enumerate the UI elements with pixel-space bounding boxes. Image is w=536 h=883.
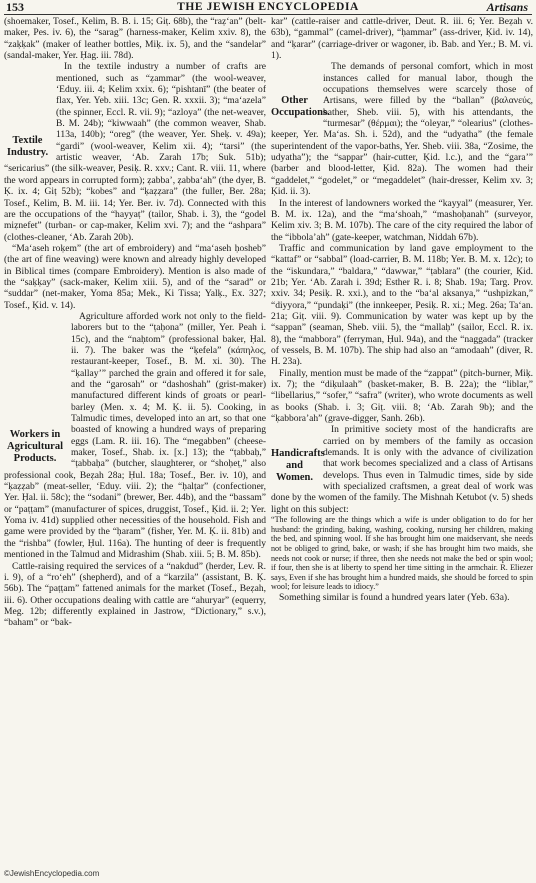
paragraph: The demands of personal comfort, which in most instances called for manual labor, though the occupations themselves were scarcely those of Artisans, were filled by the “ballan” (βαλανεύς, bather, Sheb. viii. 5), with his attendants, the “turmesar” (θέρμαι); the “oleyar,” “olearius” (clothes-keeper, Yer. Ma‘as. Sh. i. 52d), and the “udyatha” (the female superintendent of the vapor-baths, Yer. Sheb. viii. 38a, “Zosime, the udyatha”); the “sappar” (hair-cutter, Ḳid. l.c.), and the “gara’” (barber and blood-letter, Ḳid. 82a). The women had their “gaddelet,” “godelet,” or “megaddelet” (hair-dresser, Kelim xv. 3; Ḳid. ii. 3). [271,61,533,198]
copyright-footer: ©JewishEncyclopedia.com [4,869,100,878]
running-title: THE JEWISH ENCYCLOPEDIA [177,1,359,13]
paragraph: Cattle-raising required the services of a “nakdud” (herder, Lev. R. i. 9), of a “ro‘eh” (shepherd), and of a “karzila” (assistant, B. Ḳ. 56b). The “paṭṭam” fattened animals for the market (Tosef., Beẓah, iii. 6). Other occupations dealing with cattle are “ahuryar” (equerry, Meg. 12b; differently explained in Jastrow, “Dictionary,” s.v.), “baham” or “bak- [4,560,266,629]
paragraph: kar” (cattle-raiser and cattle-driver, Deut. R. iii. 6; Yer. Beẓah v. 63b), “gammal” (camel-driver), “ḥammar” (ass-driver, Ḳid. iv. 14), and “ḳarar” (carriage-driver or wagoner, ib. Bab. and Yer.; B. M. vi. 1). [271,16,533,62]
header-rule [4,14,532,15]
section-title: Artisans [486,0,528,14]
paragraph: Traffic and communication by land gave employment to the “kattaf” or “sabbal” (load-carrier, B. M. 118b; Yer. B. M. x. 12c); to the “iskundara,” “baldara,” “dawwar,” “ṭablara” (the courier, Ḳid. 21b; Yer. ‘Ab. Zarah i. 39d; Esther R. i. 8; Shab. 19a; Targ. Prov. xxiv. 34; Pesiḳ. R. xxi.), and to the “ba‘al aksanya,” “ushpizkan,” “diyyora,” “pundaḳi” (the innkeeper, Pesiḳ. R. xi.; Meg. 26a; Ta‘an. 21a; Giṭ. viii. 9). Communication by water was kept up by the “sappan” (seaman, Sheb. viii. 5), the “mallaḥ” (sailor, Eccl. R. ix. 8), the “mabbora” (ferryman, Ḥul. 94a), and the “naggada” (tracker of vessels, B. M. 107b). The ship had also an “amodaah” (diver, R. H. 23a). [271,242,533,368]
left-column [4,16,266,868]
sidenote-handicrafts-and-women: Handicrafts and Women. [271,448,325,484]
page-number: 153 [6,0,24,14]
paragraph: In primitive society most of the handicrafts are carried on by members of the family as occasion demands. It is only with the advance of civilization that work becomes specialized and a class of Artisans develops. Thus even in Talmudic times, side by side with specialized craftsmen, a great deal of work was done by the women of the family. The Mishnah Ketubot (v. 5) sheds light on this subject: [271,424,533,515]
paragraph: In the textile industry a number of crafts are mentioned, such as “ẓammar” (the wool-weaver, ‘Eduy. iii. 4; Kelim xxix. 6); “pishtanī” (the beater of flax, Yer. Yeb. xiii. 13c; Gen. R. xxxii. 3); “ma‘azela” (the spinner, Eccl. R. vii. 9); “azloya” (the net-weaver, B. M. 24b); “kiwwaah” (the common weaver, Shab. 113a, 140b); “oreg” (the weaver, Yer. Sheḳ. v. 49a); “gardi” (wool-weaver, Kelim xii. 4); “tarsi” (the artistic weaver, ‘Ab. Zarah 17b; Suk. 51b); “sericarius” (the silk-weaver, Pesiḳ. R. xxv.; Cant. R. viii. 11, where the word appears in corrupted form); ẓabba’, ẓabba‘ah” (the dyer, B. Ḳ. ix. 4; Giṭ 52b); “kobes” and “ḳaẓẓara” (the fuller, Ber. 28a; Tosef., Kelim, B. M. iii. 14; Yer. Ber. iv. 7d). Connected with this are the occupations of the “hayyaṭ” (tailor, Shab. i. 3), the “godel miẓnefet” (turban- or cap-maker, Kelim xvi. 7); and the “ashpara” (clothes-cleaner, ‘Ab. Zarah 20b). [4,61,266,243]
paragraph: “Ma‘aseh roḳem” (the art of embroidery) and “ma‘aseh ḥosheb” (the art of fine weaving) were known and already highly developed in Biblical times (compare Embroidery). Mention is also made of the “saḳḳay” (sack-maker, Kelim xiii. 5), and of the “sarad” or “suddar” (net-maker, Yoma 85a; Mek., Ki Tissa; Yalḳ., Ex. 327; Tosef., Ḳid. v. 14). [4,242,266,311]
page-header [4,0,532,14]
paragraph: (shoemaker, Tosef., Kelim, B. B. i. 15; Giṭ. 68b), the “raẓ‘an” (belt-maker, Pes. iv. 6), the “sarag” (harness-maker, Kelim xxiv. 8), the “zaḳḳak” (maker of leather bottles, Miḳ. ix. 5), and the “sandelar” (sandal-maker, Yer. Ḥag. iii. 78d). [4,16,266,62]
paragraph: Something similar is found a hundred years later (Yeb. 63a). [279,591,510,603]
mishnah-quote: “The following are the things which a wife is under obligation to do for her husband: the grinding, baking, washing, cooking, nursing her children, making the bed, and spinning wool. If she has brought him one maidservant, she needs not be obliged to grind, bake, or wash; if she has brought him two maids, she needs not cook or nurse; if three, then she needs not make the bed or spin wool; if four, then she is at liberty to spend her time sitting in the armchair. R. Eliezer says, Even if she has brought him a hundred maids, she should be forced to spin wool; for leisure leads to idiocy.” [271,515,533,592]
paragraph: In the interest of landowners worked the “kayyal” (measurer, Yer. B. M. ix. 12a), and the “ma‘shoah,” “mashoḥanah” (surveyor, Kelim xiv. 3; B. M. 107b). The care of the city required the labor of the “ibbola’ah” (gate-keeper, watchman, Niddah 67b). [271,197,533,243]
paragraph: Agriculture afforded work not only to the field-laborers but to the “ṭaḥona” (miller, Yer. Peah i. 15c), and the “naḥtom” (professional baker, Ḥal. ii. 7). The baker was the “ḳefela” (κάπηλος, restaurant-keeper, Tosef., B. M. xi. 30). The “ḳallay’” parched the grain and offered it for sale, and the “garosah” or “dashoshah” (grist-maker) manufactured different kinds of groats or pearl-barley (Men. x. 4; M. Ḳ. ii. 5). Cooking, in Talmudic times, developed into an art, so that one boasted of knowing a hundred ways of preparing eggs (Lam. R. iii. 16). The “megabben” (cheese-maker, Tosef., Shab. ix. [x.] 13); the “ṭabbaḥ,” “ṭabbaḥa” (butcher, slaughterer, or “shoḥeṭ,” also professional cook, Beẓah 28a; Ḥul. 18a; Tosef., Ber. iv. 10), and “ḳaẓẓab” (meat-seller, ‘Eduy. viii. 2); the “ḥalṭar” (confectioner, Yer. Ḥal. ii. 58c); the “sodani” (brewer, Ber. 44b), and the “bassam” or “paṭṭam” (manufacturer of spices, druggist, Tosef., Ḳid. ii. 2; Yer. Yoma iv. 41d) supplied other necessities of the household. Fish and game were provided by the “ḥaram” (fisher, Yer. M. Ḳ. ii. 81b) and the “rishba” (fowler, Ḥul. 116a). The hunting of deer is frequently mentioned in the Talmud and Midrashim (Shab. xiii. 5; B. M. 85b). [4,310,266,561]
sidenote-workers-in-agricultural-products: Workers in Agricultural Products. [7,428,63,464]
right-column [271,16,533,868]
sidenote-other-occupations: Other Occupations. [271,95,330,119]
sidenote-textile-industry: Textile Industry. [6,135,49,159]
paragraph: Finally, mention must be made of the “zappat” (pitch-burner, Miḳ. ix. 7); the “diḳulaah” (basket-maker, B. B. 22a); the “liblar,” “libellarius,” “sofer,” “safra” (writer), who wrote documents as well as books (Shab. i. 3; Giṭ. viii. 8; ‘Ab. Zarah 9b); and the “ḳabbora’ah” (grave-digger, Sanh. 26b). [271,367,533,425]
